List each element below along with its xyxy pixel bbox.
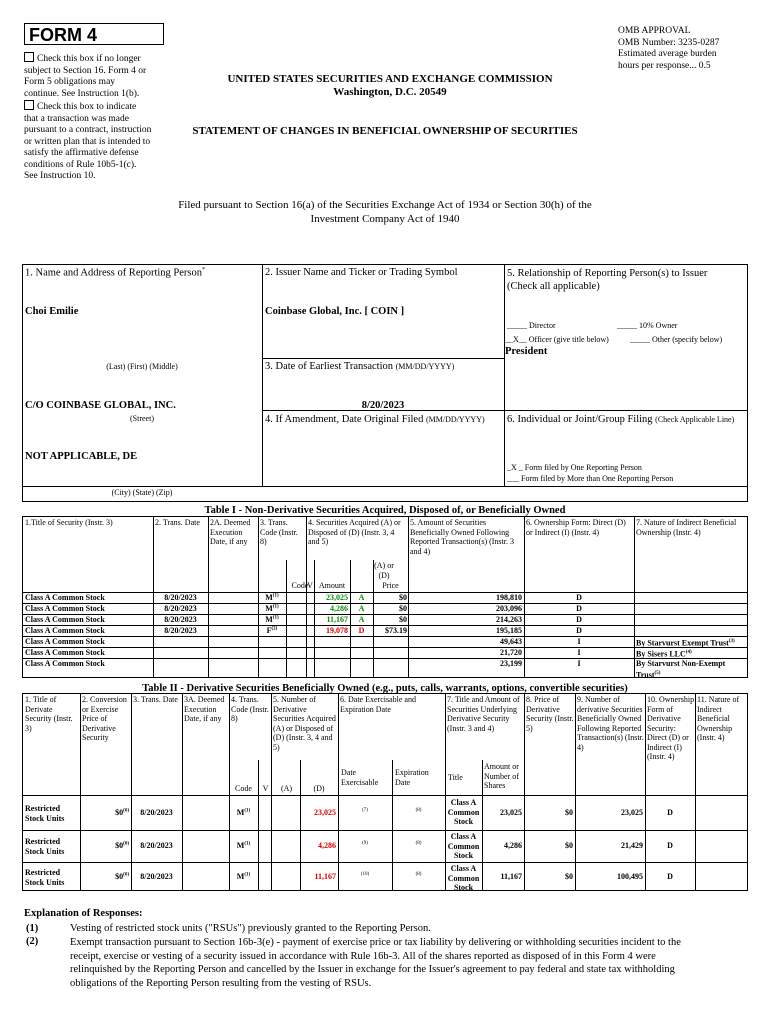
table1-col-code: 3. Trans. Code (Instr. 8) <box>260 518 298 546</box>
table1-cell-nature: By Sisers LLC$^{(4)}$ <box>636 649 692 659</box>
table2-cell-code: $M^{(1)}$ <box>236 872 251 881</box>
table1-cell-amount: 23,025 <box>326 593 348 602</box>
city-state: NOT APPLICABLE, DE <box>25 451 138 462</box>
table1-cell-title: Class A Common Stock <box>25 637 105 646</box>
table2-col-deemed: 3A. Deemed Execution Date, if any <box>184 695 225 723</box>
table1-cell-nature: By Starvurst Exempt Trust$^{(3)}$ <box>636 638 735 648</box>
table1-cell-form: I <box>577 637 581 646</box>
table2-title: Table II - Derivative Securities Beneficially Owned (e.g., puts, calls, warrants, options, convertible securities) <box>142 683 628 694</box>
table2-cell-price: $0 <box>565 808 573 817</box>
table2-cell-title: Restricted Stock Units <box>25 804 65 823</box>
table1-cell-title: Class A Common Stock <box>25 659 105 668</box>
table1-cell-price: $0 <box>399 604 407 613</box>
footnote-1-text: Vesting of restricted stock units ("RSUs") previously granted to the Reporting Person. <box>70 923 431 934</box>
table2-cell-underlying-title: Class A Common Stock <box>447 864 480 892</box>
table1-cell-form: I <box>577 648 581 657</box>
table1-col-date: 2. Trans. Date <box>155 518 200 527</box>
table2-cell-date: 8/20/2023 <box>140 872 173 881</box>
table2-cell-expiration: (8) <box>415 841 422 846</box>
table2-sub-exercisable: Date Exercisable <box>341 768 379 787</box>
table2-cell-form: D <box>667 808 673 817</box>
table1-title: Table I - Non-Derivative Securities Acquired, Disposed of, or Beneficially Owned <box>204 505 566 516</box>
table1-col-title: 1.Title of Security (Instr. 3) <box>25 518 113 527</box>
table1-cell-title: Class A Common Stock <box>25 615 105 624</box>
table1-cell-price: $0 <box>399 593 407 602</box>
table1-cell-title: Class A Common Stock <box>25 593 105 602</box>
table1-sub-aord: (A) or (D) <box>374 561 394 580</box>
table2-col-form: 10. Ownership Form of Derivative Security: Direct (D) or Indirect (I) (Instr. 4) <box>647 695 695 761</box>
box1-label: 1. Name and Address of Reporting Person* <box>25 267 206 279</box>
table2-cell-exercisable: (7) <box>362 808 368 813</box>
filed-pursuant: Filed pursuant to Section 16(a) of the Securities Exchange Act of 1934 or Section 30(h) of the Investment Company Act of 1940 <box>178 199 592 225</box>
table2-col-conversion: 2. Conversion or Exercise Price of Derivative Security <box>82 695 127 742</box>
earliest-transaction-date: 8/20/2023 <box>361 400 405 411</box>
table2-cell-conversion: $0$^{(6)}$ <box>115 808 129 817</box>
table1-col-deemed: 2A. Deemed Execution Date, if any <box>210 518 251 546</box>
filing-one-person[interactable]: _X _ Form filed by One Reporting Person <box>507 463 642 472</box>
street-hint: (Street) <box>130 414 154 423</box>
table2-sub-a: (A) <box>280 784 293 793</box>
filing-multiple-persons[interactable]: ___ Form filed by More than One Reporting Person <box>507 474 674 483</box>
table2-col-title: 1. Title of Derivate Security (Instr. 3) <box>25 695 73 733</box>
table1-sub-code: Code <box>291 581 309 590</box>
table2-cell-underlying-title: Class A Common Stock <box>447 798 480 826</box>
table1-sub-price: Price <box>382 581 399 590</box>
table1-cell-date: 8/20/2023 <box>164 593 197 602</box>
explanation-heading: Explanation of Responses: <box>24 908 143 919</box>
table2-cell-price: $0 <box>565 841 573 850</box>
table2-cell-expiration: (8) <box>415 808 422 813</box>
table2-col-code: 4. Trans. Code (Instr. 8) <box>231 695 269 723</box>
name-hint: (Last) (First) (Middle) <box>106 362 178 371</box>
footnote-2-text: Exempt transaction pursuant to Section 16b-3(e) - payment of exercise price or tax liability by delivering or withholding securities incident to the receipt, exercise or vesting of a security issued in accordance with Rule 16b-3. All of the shares reported as disposed of in this Form 4 were relinquished by the Reporting Person and cancelled by the Issuer in exchange for the Issuer's agreement to pay federal and state tax withholding obligations of the Reporting Person resulting from the vesting of RSUs. <box>70 937 681 989</box>
box3-label: 3. Date of Earliest Transaction (MM/DD/YYYY) <box>265 361 455 372</box>
table1-cell-form: D <box>576 604 582 613</box>
table2-cell-owned: 21,429 <box>621 841 643 850</box>
table1-cell-title: Class A Common Stock <box>25 604 105 613</box>
street-address: C/O COINBASE GLOBAL, INC. <box>25 400 176 411</box>
form-title: FORM 4 <box>24 23 164 45</box>
rel-officer[interactable]: __X__ Officer (give title below) <box>505 335 609 344</box>
table2-col-underlying: 7. Title and Amount of Securities Underlying Derivative Security (Instr. 3 and 4) <box>447 695 520 733</box>
table1-cell-owned: 23,199 <box>500 659 522 668</box>
statement-title: STATEMENT OF CHANGES IN BENEFICIAL OWNERSHIP OF SECURITIES <box>192 125 578 137</box>
table2-cell-underlying-title: Class A Common Stock <box>447 832 480 860</box>
table1-cell-form: D <box>576 626 582 635</box>
table2-cell-conversion: $0$^{(6)}$ <box>115 872 129 881</box>
table2-cell-underlying-shares: 23,025 <box>500 808 522 817</box>
table1-cell-aord: D <box>358 626 365 635</box>
officer-title: President <box>505 346 548 357</box>
table1-cell-date: 8/20/2023 <box>164 615 197 624</box>
table1-col-nature: 7. Nature of Indirect Beneficial Ownership (Instr. 4) <box>636 518 737 537</box>
table2-cell-disposed: 4,286 <box>318 841 336 850</box>
table2-cell-exercisable: (9) <box>362 841 368 846</box>
table1-cell-amount: 11,167 <box>326 615 348 624</box>
table2-row-divider <box>22 830 748 831</box>
table2-cell-price: $0 <box>565 872 573 881</box>
box2-label: 2. Issuer Name and Ticker or Trading Symbol <box>265 267 458 278</box>
footnote-2-number: (2) <box>26 936 39 947</box>
table1-cell-form: D <box>576 593 582 602</box>
table1-col-form: 6. Ownership Form: Direct (D) or Indirect (I) (Instr. 4) <box>526 518 626 537</box>
omb-approval: OMB APPROVAL OMB Number: 3235-0287 Estimated average burden hours per response... 0.5 <box>618 26 720 71</box>
table2-row-divider <box>22 862 748 863</box>
table2-cell-code: $M^{(1)}$ <box>236 841 251 850</box>
rel-director[interactable]: _____ Director <box>507 321 556 330</box>
checkbox-rule10b5[interactable]: Check this box to indicate that a transaction was made pursuant to a contract, instruction or written plan that is intended to satisfy the affirmative defense conditions of Rule 10b5-1(c). See Instruction 10. <box>24 102 152 181</box>
table1-cell-form: I <box>577 659 581 668</box>
table2-cell-title: Restricted Stock Units <box>25 868 65 887</box>
checkbox-rule10b5-box[interactable] <box>24 100 34 110</box>
table2-cell-owned: 100,495 <box>617 872 643 881</box>
table1-cell-owned: 49,643 <box>500 637 522 646</box>
table1-cell-price: $73.19 <box>385 626 407 635</box>
table1-sub-amount: Amount <box>318 581 346 590</box>
agency-header: UNITED STATES SECURITIES AND EXCHANGE COMMISSION Washington, D.C. 20549 <box>227 73 553 98</box>
table2-sub-v: V <box>262 784 269 793</box>
table1-cell-owned: 214,263 <box>496 615 522 624</box>
table1-cell-form: D <box>576 615 582 624</box>
table1-cell-amount: 19,078 <box>326 626 348 635</box>
table2-cell-title: Restricted Stock Units <box>25 837 65 856</box>
table1-col-owned: 5. Amount of Securities Beneficially Owned Following Reported Transaction(s) (Instr. 3 and 4) <box>410 518 514 556</box>
issuer-name: Coinbase Global, Inc. [ COIN ] <box>265 306 405 317</box>
table1-cell-date: 8/20/2023 <box>164 604 197 613</box>
checkbox-section16-box[interactable] <box>24 52 34 62</box>
table2-cell-code: $M^{(1)}$ <box>236 808 251 817</box>
table2-sub-title: Title <box>448 773 463 782</box>
table2-sub-code: Code <box>235 784 252 793</box>
box6-label: 6. Individual or Joint/Group Filing (Check Applicable Line) <box>507 414 735 425</box>
table2-cell-conversion: $0$^{(6)}$ <box>115 841 129 850</box>
table2-cell-underlying-shares: 4,286 <box>504 841 522 850</box>
table1-cell-owned: 198,810 <box>496 593 522 602</box>
table1-cell-code: $M^{(1)}$ <box>265 615 279 624</box>
box5-label: 5. Relationship of Reporting Person(s) to Issuer (Check all applicable) <box>507 268 708 292</box>
rel-10pct-owner[interactable]: _____ 10% Owner <box>617 321 678 330</box>
table2-cell-owned: 23,025 <box>621 808 643 817</box>
footnote-1-number: (1) <box>26 923 39 934</box>
rel-other[interactable]: _____ Other (specify below) <box>630 335 723 344</box>
table1-cell-code: $F^{(2)}$ <box>266 626 278 635</box>
city-hint: (City) (State) (Zip) <box>111 488 173 497</box>
table2-cell-expiration: (8) <box>415 872 422 877</box>
table2-sub-shares: Amount or Number of Shares <box>484 762 519 790</box>
table1-cell-aord: A <box>358 593 365 602</box>
table2-col-date: 3. Trans. Date <box>133 695 178 704</box>
table1-cell-price: $0 <box>399 615 407 624</box>
table2-col-owned: 9. Number of derivative Securities Beneficially Owned Following Reported Transaction(s) (Instr. 4) <box>577 695 644 752</box>
table1-cell-code: $M^{(1)}$ <box>265 604 279 613</box>
table2-cell-disposed: 23,025 <box>314 808 336 817</box>
table1-cell-owned: 195,185 <box>496 626 522 635</box>
table2-sub-expiration: Expiration Date <box>395 768 429 787</box>
table1-cell-title: Class A Common Stock <box>25 626 105 635</box>
table1-cell-aord: A <box>358 604 365 613</box>
table2-cell-disposed: 11,167 <box>314 872 336 881</box>
table2-sub-d: (D) <box>313 784 325 793</box>
checkbox-section16[interactable]: Check this box if no longer subject to Section 16. Form 4 or Form 5 obligations may continue. See Instruction 1(b). <box>24 54 147 99</box>
table2-col-number: 5. Number of Derivative Securities Acquired (A) or Disposed of (D) (Instr. 3, 4 and 5) <box>273 695 336 752</box>
table1-cell-aord: A <box>358 615 365 624</box>
table2-cell-exercisable: (10) <box>360 872 370 877</box>
table1-sub-v: V <box>307 581 313 590</box>
table2-col-nature: 11. Nature of Indirect Beneficial Ownership (Instr. 4) <box>697 695 740 742</box>
table2-col-price: 8. Price of Derivative Security (Instr. 5) <box>526 695 574 733</box>
table1-cell-title: Class A Common Stock <box>25 648 105 657</box>
table1-cell-date: 8/20/2023 <box>164 626 197 635</box>
table1-cell-code: $M^{(1)}$ <box>265 593 279 602</box>
table2-cell-date: 8/20/2023 <box>140 808 173 817</box>
reporting-person-name: Choi Emilie <box>25 306 79 317</box>
table2-cell-form: D <box>667 872 673 881</box>
table2-cell-date: 8/20/2023 <box>140 841 173 850</box>
box4-label: 4. If Amendment, Date Original Filed (MM/DD/YYYY) <box>265 414 485 425</box>
table1-cell-owned: 203,096 <box>496 604 522 613</box>
table2-col-dates: 6. Date Exercisable and Expiration Date <box>340 695 416 714</box>
table1-cell-nature: By Starvurst Non-Exempt Trust$^{(5)}$ <box>636 659 726 680</box>
table1-cell-amount: 4,286 <box>330 604 348 613</box>
table2-cell-form: D <box>667 841 673 850</box>
table2-cell-underlying-shares: 11,167 <box>500 872 522 881</box>
table1-cell-owned: 21,720 <box>500 648 522 657</box>
table1-col-acquired: 4. Securities Acquired (A) or Disposed of (D) (Instr. 3, 4 and 5) <box>308 518 401 546</box>
